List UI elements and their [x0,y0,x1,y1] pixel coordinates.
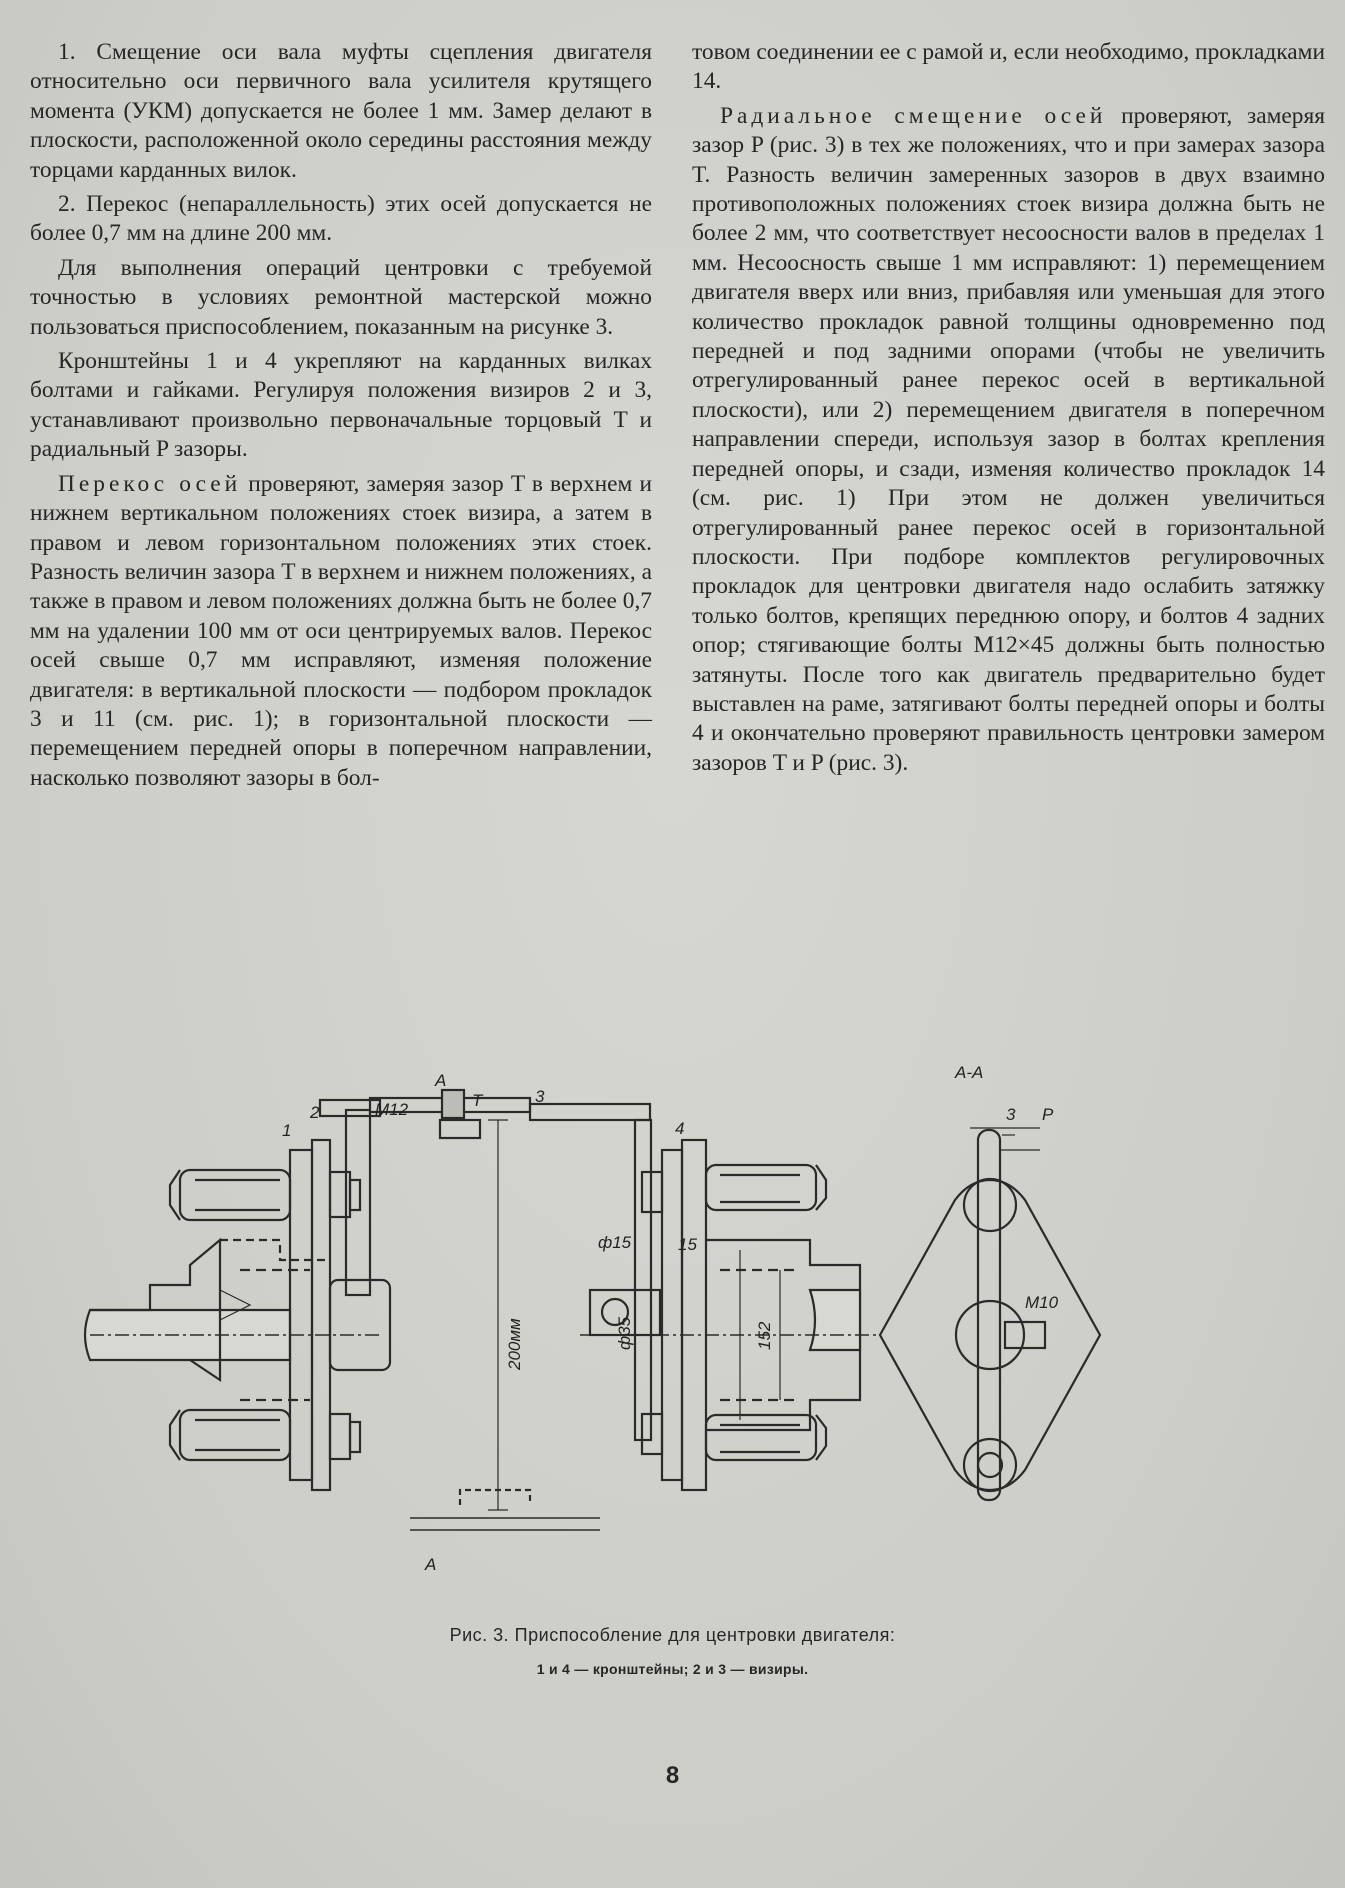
figure-caption-legend: 1 и 4 — кронштейны; 2 и 3 — визиры. [536,1661,809,1677]
page-number: 8 [665,1762,680,1789]
section-view-a-a [880,1128,1100,1500]
label-1: 1 [282,1121,292,1140]
figure-3 [80,1063,1280,1610]
label-4: 4 [675,1119,685,1138]
label-a-bottom: A [425,1555,437,1574]
label-p: P [1042,1105,1054,1124]
label-section: A-A [955,1063,984,1082]
right-flange-assembly [580,1140,880,1490]
label-200mm: 200мм [505,1318,524,1370]
label-m10: M10 [1025,1293,1059,1312]
paragraph-text: проверяют, замеряя зазор T в верхнем и нижнем вертикальном положениях стоек визира, а затем в правом и левом горизонтальном положениях этих стоек. Разность величин зазора T в верхнем и нижнем положениях, а также в правом и левом положениях должна быть не более 0,7 мм на удалении 100 мм от оси центрируемых валов. Перекос осей свыше 0,7 мм исправляют, изменяя положение двигателя: в вертикальной плоскости — подбором прокладок 3 и 11 (см. рис. 1); в горизонтальной плоскости — перемещением передней опоры в поперечном направлении, насколько позволяют зазоры в бол- [30,470,652,791]
paragraph [30,470,652,793]
paragraph: Для выполнения операций центровки с требуемой точностью в условиях ремонтной мастерской можно пользоваться приспособлением, показанным на рисунке 3. [30,254,652,340]
visor-3 [440,1104,660,1440]
label-t: T [472,1091,483,1110]
label-2: 2 [310,1103,320,1122]
figure-caption: Рис. 3. Приспособление для центровки двигателя: [449,1625,896,1645]
paragraph: товом соединении ее с рамой и, если необходимо, прокладками 14. [692,39,1325,95]
label-152: 152 [755,1321,774,1350]
right-column [692,38,1325,783]
left-flange-assembly [85,1140,390,1490]
paragraph: Кронштейны 1 и 4 укрепляют на карданных вилках болтами и гайками. Регулируя положения визиров 2 и 3, устанавливают произвольно первоначальные торцовый T и радиальный P зазоры. [30,348,652,463]
label-s3: 3 [1006,1105,1016,1124]
paragraph: 2. Перекос (непараллельность) этих осей допускается не более 0,7 мм на длине 200 мм. [30,191,652,247]
label-a-top: A [435,1071,447,1090]
label-3: 3 [535,1087,545,1106]
spaced-heading: Перекос осей [58,470,242,497]
paragraph-text: проверяют, замеряя зазор P (рис. 3) в тех же положениях, что и при замерах зазора T. Разность величин замеренных зазоров в двух взаимно противоположных положениях стоек визира должна быть не более 2 мм, что соответствует несоосности валов в пределах 1 мм. Несоосность свыше 1 мм исправляют: 1) перемещением двигателя вверх или вниз, прибавляя или уменьшая для этого количество прокладок равной толщины одновременно под передней и под задними опорами (чтобы не увеличить отрегулированный ранее перекос осей в вертикальной плоскости), или 2) перемещением двигателя в поперечном направлении спереди, используя зазор в болтах крепления передней опоры, и сзади, изменяя количество прокладок 14 (см. рис. 1) При этом не должен увеличиться отрегулированный ранее перекос осей в горизонтальной плоскости. При подборе комплектов регулировочных прокладок для центровки двигателя надо ослабить затяжку только болтов, крепящих переднюю опору, и болтов 4 задних опор; стягивающие болты M12×45 должны быть полностью затянуты. После того как двигатель предварительно будет выставлен на раме, затягивают болты передней опоры и болты 4 и окончательно проверяют правильность центровки замером зазоров T и P (рис. 3). [692,102,1325,776]
engine-alignment-drawing [80,1063,1280,1610]
left-column [30,38,652,798]
spaced-heading: Радиальное смещение осей [720,102,1107,129]
paragraph: 1. Смещение оси вала муфты сцепления двигателя относительно оси первичного вала усилителя крутящего момента (УКМ) допускается не более 1 мм. Замер делают в плоскости, расположенной около середины расстояния между торцами карданных вилок. [30,39,652,183]
label-d15: ф15 [598,1233,632,1252]
paragraph [692,102,1325,778]
label-15: 15 [678,1235,697,1254]
label-d35: ф35 [615,1316,634,1350]
label-m12: M12 [375,1100,409,1119]
